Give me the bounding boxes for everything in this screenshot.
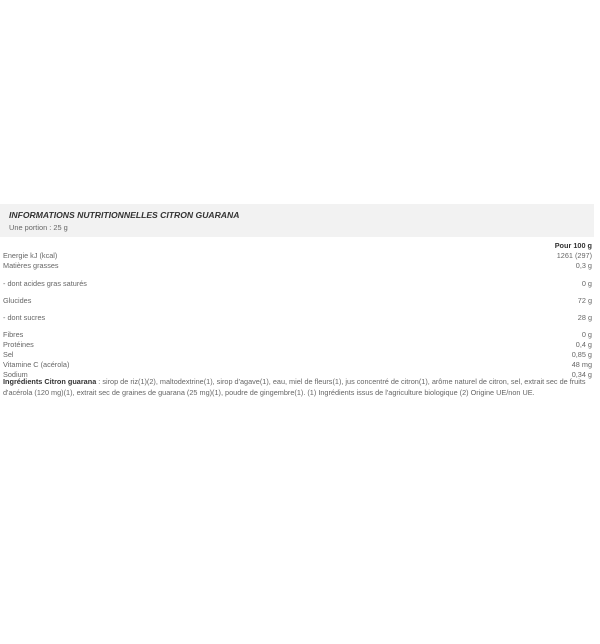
row-value: 0,4 g xyxy=(575,340,592,349)
ingredients-text xyxy=(3,376,593,398)
table-row xyxy=(0,261,594,271)
table-row xyxy=(0,251,594,261)
row-label: Protéines xyxy=(3,340,34,349)
row-value: 0 g xyxy=(581,330,592,339)
nutrition-title: INFORMATIONS NUTRITIONNELLES CITRON GUARANA xyxy=(9,210,240,220)
row-label: Matières grasses xyxy=(3,261,59,270)
nutrition-header xyxy=(0,204,594,237)
table-header-row xyxy=(0,241,594,251)
row-label: Sodium xyxy=(3,370,28,379)
table-row xyxy=(0,350,594,360)
row-label: - dont sucres xyxy=(3,313,46,322)
row-label: Sel xyxy=(3,350,14,359)
row-value: 0,3 g xyxy=(575,261,592,270)
table-row xyxy=(0,330,594,340)
nutrition-panel xyxy=(0,204,600,644)
row-label: - dont acides gras saturés xyxy=(3,279,87,288)
row-value: 48 mg xyxy=(571,360,592,369)
table-row xyxy=(0,360,594,370)
table-row xyxy=(0,296,594,306)
ingredients-list: : sirop de riz(1)(2), maltodextrine(1), sirop d'agave(1), eau, miel de fleurs(1), jus concentré de citron(1), arôme naturel de citron, sel, extrait sec de fruits d'acérola (120 mg)(1), extrait sec de graines de guarana (25 mg)(1), poudre de gingembre(1). (1) Ingrédients issus de l'agriculture biologique (2) Origine UE/non UE. xyxy=(3,377,586,397)
ingredients-label: Ingrédients Citron guarana xyxy=(3,377,97,386)
row-label: Vitamine C (acérola) xyxy=(3,360,70,369)
row-label: Energie kJ (kcal) xyxy=(3,251,58,260)
table-row xyxy=(0,313,594,323)
table-row xyxy=(0,279,594,289)
row-label: Glucides xyxy=(3,296,32,305)
row-value: 0,34 g xyxy=(571,370,592,379)
row-value: 1261 (297) xyxy=(556,251,592,260)
portion-size: Une portion : 25 g xyxy=(9,223,68,232)
row-value: 0,85 g xyxy=(571,350,592,359)
row-value: 72 g xyxy=(577,296,592,305)
row-value: 0 g xyxy=(581,279,592,288)
row-label: Fibres xyxy=(3,330,24,339)
column-header-per-100g: Pour 100 g xyxy=(554,241,592,250)
row-value: 28 g xyxy=(577,313,592,322)
table-row xyxy=(0,340,594,350)
